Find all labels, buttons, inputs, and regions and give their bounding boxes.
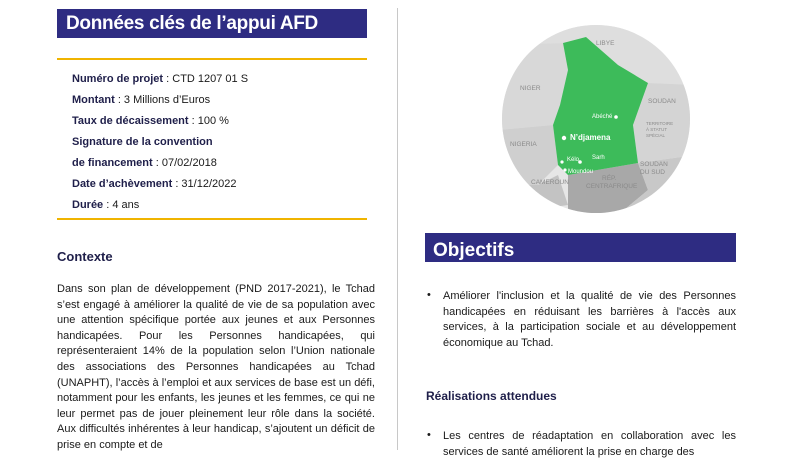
achievements-bullet: • (427, 429, 431, 441)
label-rca-2: CENTRAFRIQUE (586, 183, 638, 190)
context-heading: Contexte (57, 249, 113, 264)
label-niger: NIGER (520, 85, 541, 92)
achievements-text: Les centres de réadaptation en collaboration avec les services de santé améliorent la prise en charge des (443, 430, 736, 458)
label-libye: LIBYE (596, 40, 615, 47)
key-data-row-project-number: Numéro de projet : CTD 1207 01 S (72, 73, 249, 85)
objectives-bullet: • (427, 289, 431, 301)
label-soudan-sud-1: SOUDAN (640, 161, 668, 168)
city-abeche: Abéché (592, 114, 613, 120)
achievements-heading: Réalisations attendues (426, 389, 557, 403)
city-dot-abeche (614, 115, 618, 119)
city-kelo: Kélo (567, 157, 580, 163)
label-rca-1: RÉP. (602, 175, 617, 182)
city-dot-kelo (560, 160, 563, 163)
key-data-top-rule (57, 58, 367, 60)
key-data-bottom-rule (57, 218, 367, 220)
city-dot-ndjamena (562, 136, 566, 140)
key-data-row-signature: Signature de la convention (72, 136, 213, 148)
label-territoire-1: TERRITOIRE (646, 121, 674, 126)
city-moundou: Moundou (568, 169, 594, 175)
label-cameroun: CAMEROUN (531, 179, 569, 186)
city-dot-moundou (563, 168, 566, 171)
chad-map (498, 25, 695, 215)
key-data-row-completion-date: Date d’achèvement : 31/12/2022 (72, 178, 237, 190)
key-data-row-amount: Montant : 3 Millions d’Euros (72, 94, 211, 106)
key-data-row-financing: de financement : 07/02/2018 (72, 157, 217, 169)
label-soudan: SOUDAN (648, 98, 676, 105)
city-sarh: Sarh (592, 155, 605, 161)
column-divider (397, 8, 398, 450)
key-data-row-duration: Durée : 4 ans (72, 199, 140, 211)
key-data-row-disbursement: Taux de décaissement : 100 % (72, 115, 229, 127)
label-soudan-sud-2: DU SUD (640, 169, 665, 176)
context-paragraph: Dans son plan de développement (PND 2017-2021), le Tchad s’est engagé à améliorer la qualité de vie de sa population avec une attention spécifique portée aux jeunes et aux Personnes handicapées. Pour les Personnes handicapées, qui représenteraient 14% de la population selon l’Union nationale des associations des Personnes handicapées au Tchad (UNAPHT), l’accès à l’emploi et aux services de base est un défi, notamment pour les enfants, les jeunes et les femmes, ce qui ne leur permet pas de jouer pleinement leur rôle dans la société. Aux difficultés inhérentes à leur handicap, s’ajoutent un déficit de prise en compte et de (57, 283, 375, 451)
label-territoire-3: SPÉCIAL (646, 133, 666, 138)
city-ndjamena: N’djamena (570, 133, 611, 142)
key-data-title: Données clés de l’appui AFD (66, 13, 318, 34)
objectives-text: Améliorer l'inclusion et la qualité de vie des Personnes handicapées en réduisant les barrières à l'accès aux services, à la participation sociale et au développement économique au Tchad. (443, 290, 736, 349)
label-territoire-2: À STATUT (646, 127, 668, 132)
label-nigeria: NIGERIA (510, 141, 537, 148)
objectives-heading: Objectifs (433, 240, 515, 261)
